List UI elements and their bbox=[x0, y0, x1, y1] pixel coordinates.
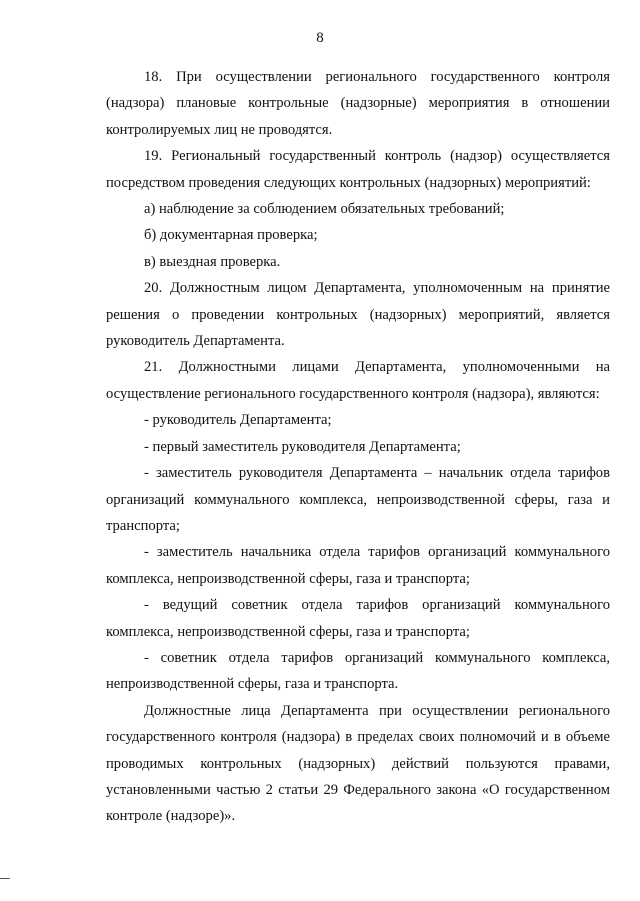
paragraph-19: 19. Региональный государственный контроль (надзор) осуществляется посредством проведения следующих контрольных (надзорных) мероприятий: bbox=[106, 148, 610, 191]
official-first-deputy: - первый заместитель руководителя Департамента; bbox=[144, 438, 461, 455]
paragraph-21: 21. Должностными лицами Департамента, уполномоченными на осуществление регионального государственного контроля (надзора), являются: bbox=[106, 359, 610, 402]
list-item-c: в) выездная проверка. bbox=[144, 253, 281, 270]
document-body bbox=[106, 64, 610, 830]
official-leading-advisor: - ведущий советник отдела тарифов организаций коммунального комплекса, непроизводственной сферы, газа и транспорта; bbox=[106, 597, 610, 640]
official-advisor: - советник отдела тарифов организаций коммунального комплекса, непроизводственной сферы, газа и транспорта. bbox=[106, 649, 610, 693]
official-head: - руководитель Департамента; bbox=[144, 412, 332, 429]
list-item-a: а) наблюдение за соблюдением обязательных требований; bbox=[144, 201, 505, 218]
margin-mark bbox=[0, 878, 10, 879]
list-item-b: б) документарная проверка; bbox=[144, 227, 318, 244]
official-deputy-head: - заместитель руководителя Департамента – начальник отдела тарифов организаций коммунального комплекса, непроизводственной сферы, газа и транспорта; bbox=[106, 465, 610, 534]
page-number: 8 bbox=[316, 30, 324, 46]
official-deputy-chief: - заместитель начальника отдела тарифов организаций коммунального комплекса, непроизводственной сферы, газа и транспорта; bbox=[106, 544, 610, 587]
paragraph-officials-rights: Должностные лица Департамента при осуществлении регионального государственного контроля (надзора) в пределах своих полномочий и в объеме проводимых контрольных (надзорных) действий пользуются правами, установленными частью 2 статьи 29 Федерального закона «О государственном контроле (надзоре)». bbox=[106, 702, 610, 825]
paragraph-18: 18. При осуществлении регионального государственного контроля (надзора) плановые контрольные (надзорные) мероприятия в отношении контролируемых лиц не проводятся. bbox=[106, 69, 610, 138]
paragraph-20: 20. Должностным лицом Департамента, уполномоченным на принятие решения о проведении контрольных (надзорных) мероприятий, является руководитель Департамента. bbox=[106, 280, 610, 350]
